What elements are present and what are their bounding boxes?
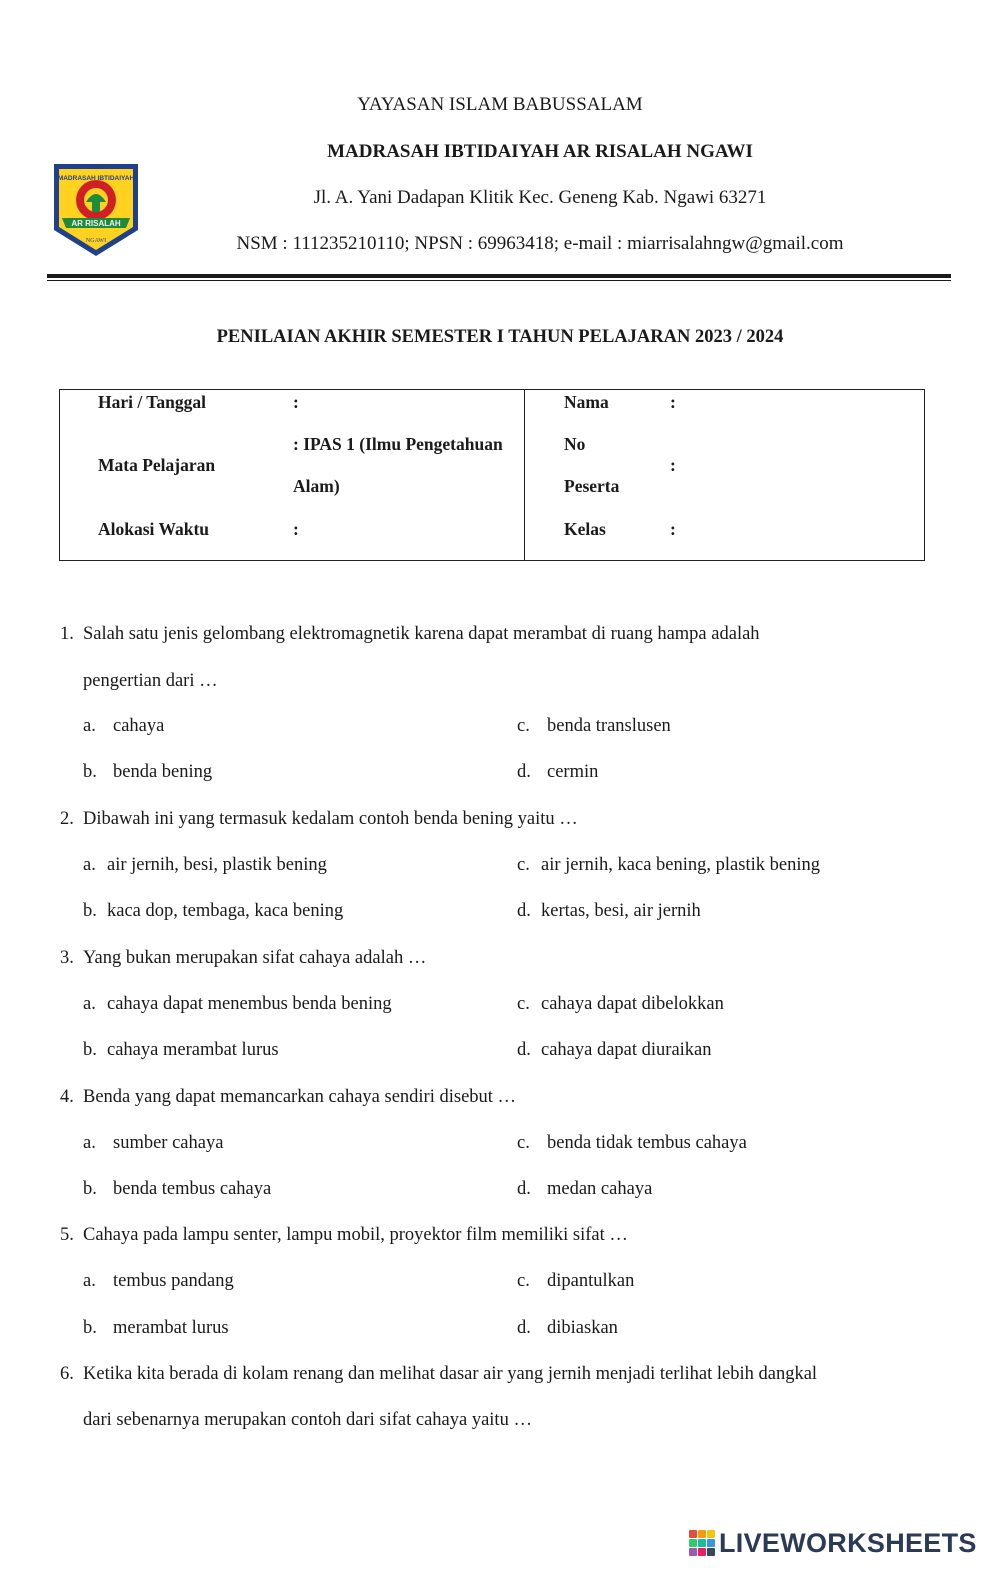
option-text: kertas, besi, air jernih (541, 901, 701, 921)
option-letter: c. (517, 1271, 530, 1291)
logo-banner-text: AR RISALAH (71, 219, 121, 228)
logo-square (698, 1539, 706, 1547)
option-letter: d. (517, 901, 531, 921)
option-text: dipantulkan (547, 1271, 635, 1291)
liveworksheets-logo-icon (689, 1530, 715, 1556)
subject-value-line2: Alam) (293, 476, 340, 496)
question-text: Salah satu jenis gelombang elektromagnetik karena dapat merambat di ruang hampa adalah (83, 624, 760, 644)
option-letter: d. (517, 1040, 531, 1060)
logo-bottom-text: NGAWI (85, 238, 107, 244)
question-6 (60, 1364, 817, 1385)
option-text: air jernih, besi, plastik bening (107, 855, 327, 875)
logo-square (689, 1548, 697, 1556)
question-2-option-d[interactable] (517, 901, 701, 922)
exam-title: PENILAIAN AKHIR SEMESTER I TAHUN PELAJARAN 2023 / 2024 (216, 327, 784, 347)
option-text: cahaya dapat diuraikan (541, 1040, 712, 1060)
question-4-option-b[interactable] (83, 1179, 271, 1200)
option-letter: c. (517, 994, 530, 1014)
question-number: 2. (60, 809, 74, 829)
subject-value-line1: : IPAS 1 (Ilmu Pengetahuan (293, 434, 503, 454)
question-3 (60, 948, 426, 969)
question-4 (60, 1087, 516, 1108)
option-text: sumber cahaya (113, 1133, 224, 1153)
option-letter: c. (517, 716, 530, 736)
logo-square (707, 1539, 715, 1547)
option-letter: c. (517, 1133, 530, 1153)
day-label: Hari / Tanggal (98, 392, 206, 412)
time-value[interactable]: : (293, 519, 299, 539)
option-text: medan cahaya (547, 1179, 653, 1199)
option-text: kaca dop, tembaga, kaca bening (107, 901, 344, 921)
question-1-option-b[interactable] (83, 762, 212, 783)
time-label: Alokasi Waktu (98, 519, 210, 539)
option-letter: c. (517, 855, 530, 875)
liveworksheets-watermark[interactable] (689, 1526, 977, 1560)
question-text: Ketika kita berada di kolam renang dan melihat dasar air yang jernih menjadi terlihat lebih dangkal (83, 1364, 818, 1384)
question-2-option-a[interactable] (83, 855, 327, 876)
question-4-option-c[interactable] (517, 1133, 747, 1154)
option-text: tembus pandang (113, 1271, 234, 1291)
question-text: Yang bukan merupakan sifat cahaya adalah … (83, 948, 427, 968)
logo-square (698, 1530, 706, 1538)
option-letter: a. (83, 994, 96, 1014)
logo-square (689, 1530, 697, 1538)
foundation-name: YAYASAN ISLAM BABUSSALAM (357, 94, 643, 115)
exam-number-label-line1: No (564, 434, 586, 454)
subject-label: Mata Pelajaran (98, 455, 216, 475)
option-letter: d. (517, 1179, 531, 1199)
option-letter: a. (83, 855, 96, 875)
info-box-divider (524, 389, 525, 561)
question-4-option-d[interactable] (517, 1179, 652, 1200)
liveworksheets-text: LIVEWORKSHEETS (719, 1527, 977, 1558)
name-label: Nama (564, 392, 609, 412)
option-letter: a. (83, 1133, 96, 1153)
option-text: cermin (547, 762, 599, 782)
question-3-option-b[interactable] (83, 1040, 279, 1061)
question-3-option-c[interactable] (517, 994, 724, 1015)
option-letter: b. (83, 1318, 97, 1338)
option-text: cahaya dapat dibelokkan (541, 994, 724, 1014)
school-contact: NSM : 111235210110; NPSN : 69963418; e-mail : miarrisalahngw@gmail.com (236, 233, 844, 254)
question-2-option-c[interactable] (517, 855, 820, 876)
option-text: benda tidak tembus cahaya (547, 1133, 747, 1153)
question-6-continuation: dari sebenarnya merupakan contoh dari sifat cahaya yaitu … (83, 1410, 532, 1430)
question-number: 1. (60, 624, 74, 644)
option-text: cahaya merambat lurus (107, 1040, 279, 1060)
question-1-option-d[interactable] (517, 762, 598, 783)
option-text: cahaya (113, 716, 165, 736)
logo-arc-text: MADRASAH IBTIDAIYAH (57, 175, 135, 182)
logo-square (707, 1548, 715, 1556)
question-3-option-a[interactable] (83, 994, 392, 1015)
name-value[interactable]: : (670, 392, 676, 412)
question-number: 5. (60, 1225, 74, 1245)
exam-number-label-line2: Peserta (564, 476, 620, 496)
question-2-option-b[interactable] (83, 901, 343, 922)
option-letter: a. (83, 716, 96, 736)
question-number: 6. (60, 1364, 74, 1384)
option-text: air jernih, kaca bening, plastik bening (541, 855, 820, 875)
question-number: 3. (60, 948, 74, 968)
option-text: benda bening (113, 762, 213, 782)
question-1-option-c[interactable] (517, 716, 671, 737)
logo-square (698, 1548, 706, 1556)
question-4-option-a[interactable] (83, 1133, 223, 1154)
day-value[interactable]: : (293, 392, 299, 412)
exam-number-value[interactable]: : (670, 455, 676, 475)
question-5-option-c[interactable] (517, 1271, 634, 1292)
logo-square (689, 1539, 697, 1547)
question-number: 4. (60, 1087, 74, 1107)
class-label: Kelas (564, 519, 606, 539)
question-1-option-a[interactable] (83, 716, 164, 737)
question-5-option-d[interactable] (517, 1318, 618, 1339)
question-text: Cahaya pada lampu senter, lampu mobil, proyektor film memiliki sifat … (83, 1225, 628, 1245)
question-3-option-d[interactable] (517, 1040, 712, 1061)
letterhead-rule-thin (47, 280, 951, 281)
option-text: merambat lurus (113, 1318, 229, 1338)
question-1 (60, 624, 760, 645)
option-letter: d. (517, 762, 531, 782)
logo-square (707, 1530, 715, 1538)
question-5 (60, 1225, 628, 1246)
option-letter: a. (83, 1271, 96, 1291)
class-value[interactable]: : (670, 519, 676, 539)
school-name: MADRASAH IBTIDAIYAH AR RISALAH NGAWI (327, 141, 753, 162)
option-letter: b. (83, 901, 97, 921)
school-address: Jl. A. Yani Dadapan Klitik Kec. Geneng Kab. Ngawi 63271 (313, 187, 767, 208)
option-letter: b. (83, 762, 97, 782)
option-letter: d. (517, 1318, 531, 1338)
question-5-option-a[interactable] (83, 1271, 234, 1292)
option-letter: b. (83, 1040, 97, 1060)
option-text: cahaya dapat menembus benda bening (107, 994, 392, 1014)
option-letter: b. (83, 1179, 97, 1199)
question-5-option-b[interactable] (83, 1318, 229, 1339)
question-1-continuation: pengertian dari … (83, 671, 218, 691)
letterhead-rule-thick (47, 274, 951, 278)
option-text: dibiaskan (547, 1318, 618, 1338)
option-text: benda translusen (547, 716, 671, 736)
question-text: Benda yang dapat memancarkan cahaya sendiri disebut … (83, 1087, 517, 1107)
question-text: Dibawah ini yang termasuk kedalam contoh benda bening yaitu … (83, 809, 578, 829)
question-2 (60, 809, 578, 830)
option-text: benda tembus cahaya (113, 1179, 272, 1199)
